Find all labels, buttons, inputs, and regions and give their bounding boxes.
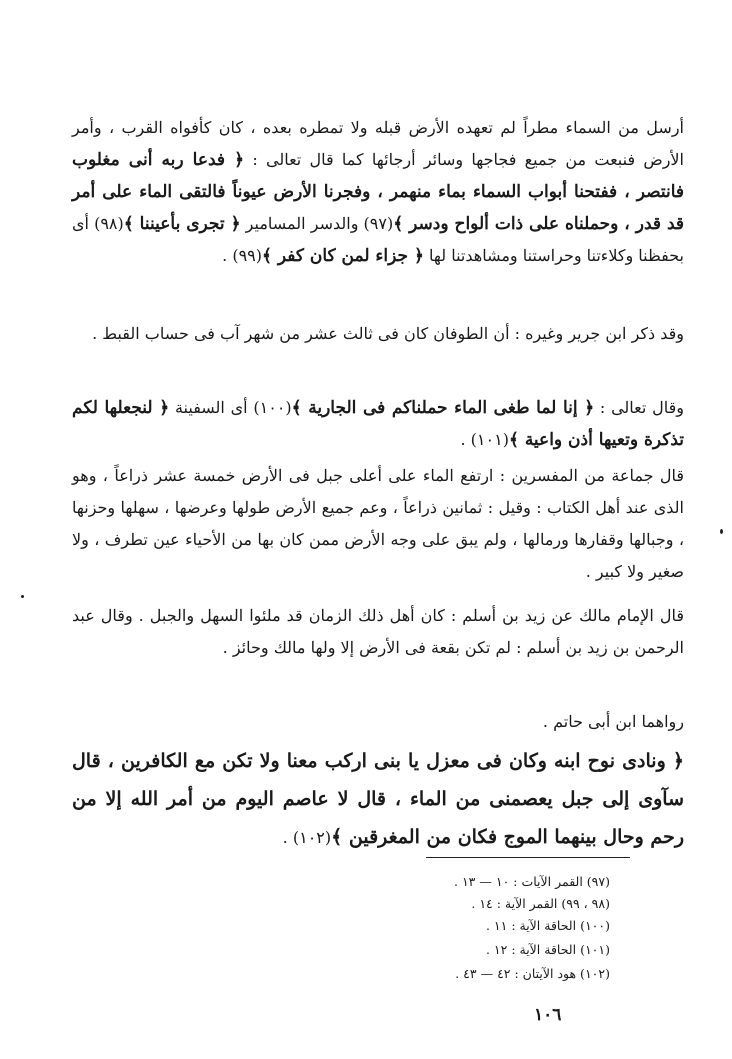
paragraph-water-height [72, 460, 684, 588]
text-run: (٩٨) أى بحفظنا وكلاءتنا وحراستنا ومشاهدتنا لها [72, 214, 684, 265]
text-run: أرسل من السماء مطراً لم تعهده الأرض قبله ولا تمطره بعده ، كان كأفواه القرب ، وأمر الأرض فنبعت من جميع فجاجها وسائر أرجائها كما قال تعالى : [72, 118, 684, 169]
text-run: وقد ذكر ابن جرير وغيره : أن الطوفان كان فى ثالث عشر من شهر آب فى حساب القبط . [92, 324, 684, 343]
text-run: (١٠٠) أى السفينة [169, 398, 292, 417]
paragraph-flood-description [72, 112, 684, 272]
text-run: (٩٧) والدسر المسامير [240, 214, 394, 233]
quran-verse: ﴿ ونادى نوح ابنه وكان فى معزل يا بنى اركب معنا ولا تكن مع الكافرين ، قال سآوى إلى جبل يعصمنى من الماء ، قال لا عاصم اليوم من أمر الله إلا من رحم وحال بينهما الموج فكان من المغرقين ﴾ [72, 750, 684, 848]
footnote: (٩٨ ، ٩٩) القمر الآية : ١٤ . [471, 896, 610, 911]
text-run: رواهما ابن أبى حاتم . [542, 712, 684, 731]
quran-verse: ﴿ فدعا ربه أنى مغلوب فانتصر ، ففتحنا أبواب السماء بماء منهمر ، وفجرنا الأرض عيوناً فالتقى الماء على أمر قد قدر ، وحملناه على ذات ألواح ودسر ﴾ [72, 150, 684, 234]
quran-verse: ﴿ جزاء لمن كان كفر ﴾ [262, 246, 424, 266]
page-number: ١٠٦ [534, 1005, 562, 1025]
quran-verse: ﴿ لنجعلها لكم تذكرة وتعيها أذن واعية ﴾ [72, 398, 684, 450]
scan-speck [21, 595, 24, 598]
text-run: وقال تعالى : [594, 398, 684, 417]
paragraph-flood-date [72, 318, 684, 350]
footnote: (٩٧) القمر الآيات : ١٠ — ١٣ . [454, 874, 610, 889]
paragraph-malik-narration [72, 600, 684, 664]
text-run: قال جماعة من المفسرين : ارتفع الماء على أعلى جبل فى الأرض خمسة عشر ذراعاً ، وهو الذى عند أهل الكتاب : وقيل : ثمانين ذراعاً ، وعم جميع الأرض طولها وعرضها ، سهلها وحزنها ، وجبالها وقفارها ورمالها ، ولم يبق على وجه الأرض ممن كان بها من الأحياء عين تطرف ، ولا صغير ولا كبير . [72, 466, 684, 581]
text-run: (١٠١) . [460, 430, 509, 449]
text-run: قال الإمام مالك عن زيد بن أسلم : كان أهل ذلك الزمان قد ملئوا السهل والجبل . وقال عبد الرحمن بن زيد بن أسلم : لم تكن بقعة فى الأرض إلا ولها مالك وحائز . [72, 606, 684, 657]
text-run: (١٠٢) . [282, 828, 332, 847]
text-run: (٩٩) . [222, 246, 262, 265]
footnote: (١٠٢) هود الآيتان : ٤٢ — ٤٣ . [455, 966, 610, 981]
footnote: (١٠١) الحاقة الآية : ١٢ . [485, 942, 610, 957]
scan-speck [720, 529, 723, 534]
footnote: (١٠٠) الحاقة الآية : ١١ . [485, 918, 610, 933]
quran-verse: ﴿ إنا لما طغى الماء حملناكم فى الجارية ﴾ [291, 398, 595, 418]
paragraph-attribution [72, 706, 684, 738]
footnote-separator [426, 857, 630, 858]
paragraph-ark-verse [72, 392, 684, 456]
quran-verse: ﴿ تجرى بأعيننا ﴾ [123, 214, 241, 234]
paragraph-noah-son-verse [72, 742, 684, 857]
